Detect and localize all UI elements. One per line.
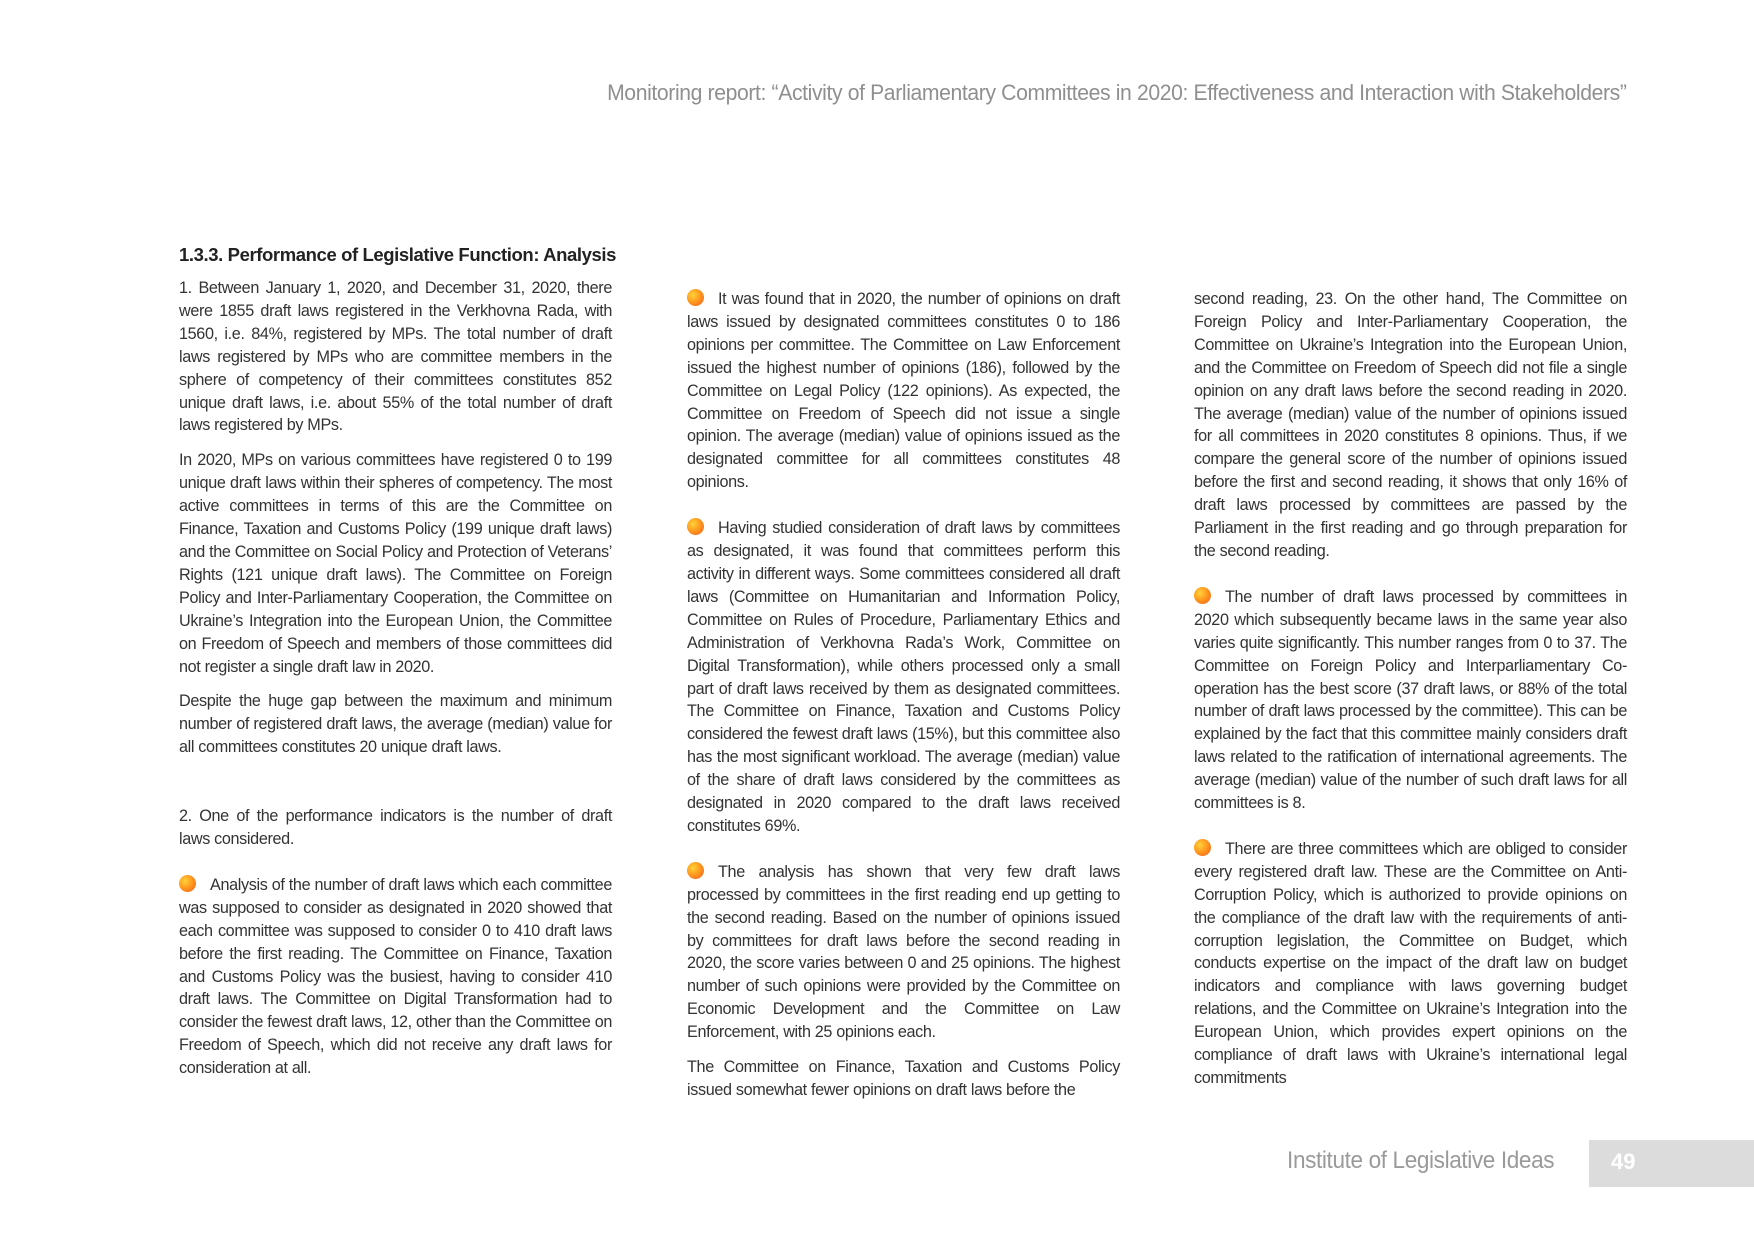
bullet-text: The analysis has shown that very few draft laws processed by committees in the first reading end up getting to the second reading. Based on the number of opinions issued by committees for draft laws before the second reading in 2020, the score varies between 0 and 25 opinions. The highest number of such opinions were provided by the Committee on Economic Development and the Committee on Law Enforcement, with 25 opinions each. [687,862,1120,1042]
section-heading: 1.3.3. Performance of Legislative Function: Analysis [179,244,617,266]
bullet-text: Having studied consideration of draft laws by committees as designated, it was found that committees perform this activity in different ways. Some committees considered all draft laws (Committee on Humanitarian and Information Policy, Committee on Rules of Procedure, Parliamentary Ethics and Administration of Verkhovna Rada’s Work, Committee on Digital Transformation), while others processed only a small part of draft laws received by them as designated committees. The Committee on Finance, Taxation and Customs Policy considered the fewest draft laws (15%), but this committee also has the most significant workload. The average (median) value of the share of draft laws considered by the committees as designated in 2020 compared to the draft laws received constitutes 69%. [687,519,1120,835]
orange-dot-icon [687,289,704,306]
page-number: 49 [1611,1149,1636,1174]
bullet-text: The number of draft laws processed by committees in 2020 which subsequently became laws in the same year also varies quite significantly. This number ranges from 0 to 37. The Committee on Foreign Policy and Interparliamentary Co-operation has the best score (37 draft laws, or 88% of the total number of draft laws processed by the committee). This can be explained by the fact that this committee mainly considers draft laws related to the ratification of international agreements. The average (median) value of the number of such draft laws for all committees is 8. [1194,587,1627,813]
page-number-box [1589,1140,1754,1187]
footer-publisher: Institute of Legislative Ideas [1286,1147,1554,1174]
bullet-paragraph [179,874,612,1080]
text-column-1 [179,277,612,1080]
bullet-paragraph [687,861,1120,1044]
orange-dot-icon [1194,839,1211,856]
bullet-paragraph [687,517,1120,838]
bullet-paragraph [1194,838,1627,1090]
running-header: Monitoring report: “Activity of Parliamentary Committees in 2020: Effectiveness and Interaction with Stakeholders” [606,80,1626,105]
paragraph: 2. One of the performance indicators is the number of draft laws considered. [179,807,612,849]
orange-dot-icon [687,862,704,879]
bullet-text: Analysis of the number of draft laws which each committee was supposed to consider as designated in 2020 showed that each committee was supposed to consider 0 to 410 draft laws before the first reading. The Committee on Finance, Taxation and Customs Policy was the busiest, having to consider 410 draft laws. The Committee on Digital Transformation had to consider the fewest draft laws, 12, other than the Committee on Freedom of Speech, which did not receive any draft laws for consideration at all. [179,875,612,1078]
paragraph: second reading, 23. On the other hand, The Committee on Foreign Policy and Inter-Parliamentary Cooperation, the Committee on Ukraine’s Integration into the European Union, and the Committee on Freedom of Speech did not file a single opinion on any draft laws before the second reading in 2020. The average (median) value of the number of opinions issued for all committees in 2020 constitutes 8 opinions. Thus, if we compare the general score of the number of opinions issued before the first and second reading, it shows that only 16% of draft laws processed by committees are passed by the Parliament in the first reading and go through preparation for the second reading. [1194,290,1627,560]
orange-dot-icon [687,518,704,535]
text-column-2 [687,288,1120,1102]
orange-dot-icon [1194,587,1211,604]
paragraph: 1. Between January 1, 2020, and December 31, 2020, there were 1855 draft laws registered in the Verkhovna Rada, with 1560, i.e. 84%, registered by MPs. The total number of draft laws registered by MPs who are committee members in the sphere of competency of their committees constitutes 852 unique draft laws, i.e. about 55% of the total number of draft laws registered by MPs. [179,279,612,435]
bullet-text: It was found that in 2020, the number of opinions on draft laws issued by designated committees constitutes 0 to 186 opinions per committee. The Committee on Law Enforcement issued the highest number of opinions (186), followed by the Committee on Legal Policy (122 opinions). As expected, the Committee on Freedom of Speech did not issue a single opinion. The average (median) value of opinions issued as the designated committee for all committees constitutes 48 opinions. [687,290,1120,492]
orange-dot-icon [179,875,196,892]
text-column-3 [1194,288,1627,1090]
bullet-text: There are three committees which are obliged to consider every registered draft law. These are the Committee on Anti-Corruption Policy, which is authorized to provide opinions on the compliance of the draft law with the requirements of anti-corruption legislation, the Committee on Budget, which conducts expertise on the impact of the draft law on budget indicators and compliance with laws governing budget relations, and the Committee on Ukraine’s Integration into the European Union, which provides expert opinions on the compliance of draft laws with Ukraine’s international legal commitments [1194,839,1627,1087]
bullet-paragraph [1194,586,1627,815]
bullet-paragraph [687,288,1120,494]
paragraph: In 2020, MPs on various committees have registered 0 to 199 unique draft laws within their spheres of competency. The most active committees in terms of this are the Committee on Finance, Taxation and Customs Policy (199 unique draft laws) and the Committee on Social Policy and Protection of Veterans’ Rights (121 unique draft laws). The Committee on Foreign Policy and Inter-Parliamentary Cooperation, the Committee on Ukraine’s Integration into the European Union, the Committee on Freedom of Speech and members of those committees did not register a single draft law in 2020. [179,451,612,676]
paragraph: The Committee on Finance, Taxation and Customs Policy issued somewhat fewer opinions on draft laws before the [687,1058,1120,1099]
paragraph: Despite the huge gap between the maximum and minimum number of registered draft laws, the average (median) value for all committees constitutes 20 unique draft laws. [179,692,612,757]
